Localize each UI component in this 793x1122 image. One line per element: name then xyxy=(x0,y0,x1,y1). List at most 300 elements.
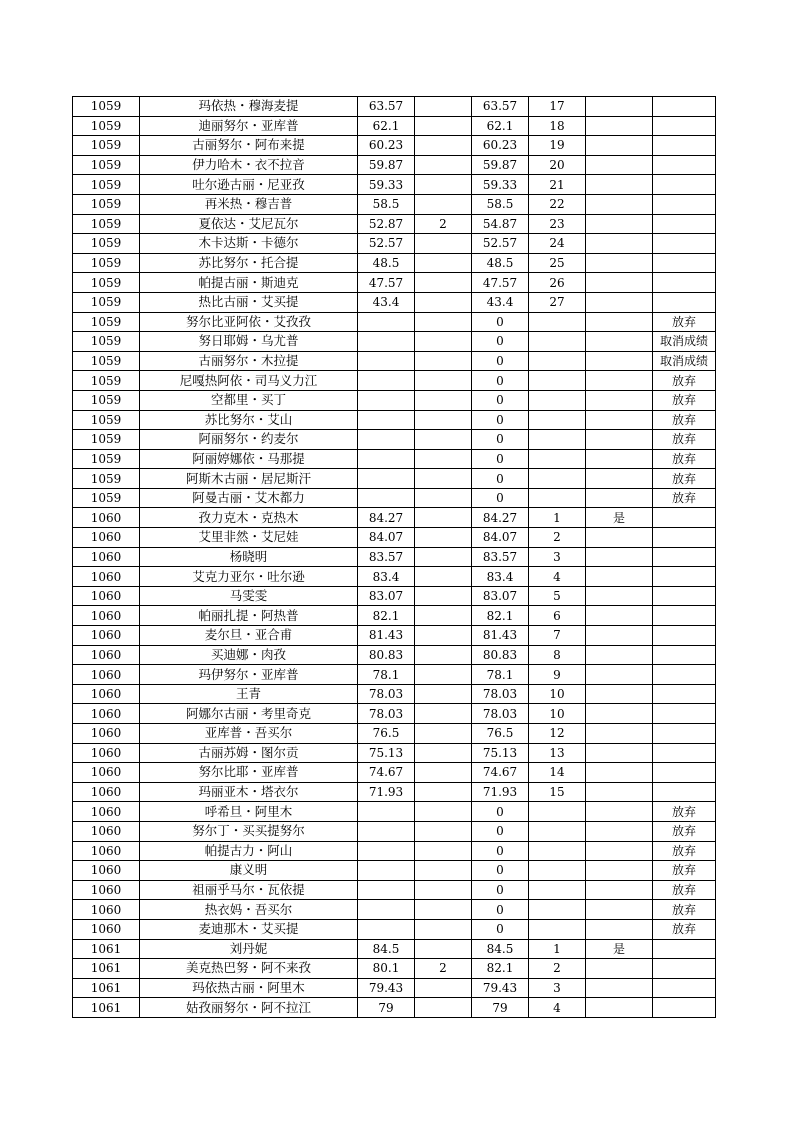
table-row xyxy=(73,136,716,156)
code-cell: 1060 xyxy=(73,821,140,841)
score-cell xyxy=(358,488,415,508)
score-cell xyxy=(358,449,415,469)
rank-cell xyxy=(529,332,586,352)
rank-cell xyxy=(529,449,586,469)
name-cell: 美克热巴努・阿不来孜 xyxy=(140,959,358,979)
note-cell: 取消成绩 xyxy=(653,332,716,352)
table-row xyxy=(73,978,716,998)
name-cell: 苏比努尔・艾山 xyxy=(140,410,358,430)
code-cell: 1060 xyxy=(73,508,140,528)
bonus-cell xyxy=(415,430,472,450)
code-cell: 1060 xyxy=(73,547,140,567)
table-row xyxy=(73,194,716,214)
bonus-cell xyxy=(415,371,472,391)
bonus-cell xyxy=(415,528,472,548)
total-cell: 0 xyxy=(472,900,529,920)
score-cell: 79 xyxy=(358,998,415,1018)
bonus-cell xyxy=(415,253,472,273)
rank-cell: 8 xyxy=(529,645,586,665)
total-cell: 0 xyxy=(472,351,529,371)
selected-cell xyxy=(586,371,653,391)
note-cell xyxy=(653,292,716,312)
name-cell: 迪丽努尔・亚库普 xyxy=(140,116,358,136)
bonus-cell xyxy=(415,390,472,410)
code-cell: 1059 xyxy=(73,430,140,450)
name-cell: 努尔比耶・亚库普 xyxy=(140,763,358,783)
score-cell xyxy=(358,821,415,841)
score-cell: 83.4 xyxy=(358,567,415,587)
table-row xyxy=(73,606,716,626)
note-cell: 放弃 xyxy=(653,861,716,881)
selected-cell xyxy=(586,390,653,410)
total-cell: 54.87 xyxy=(472,214,529,234)
code-cell: 1059 xyxy=(73,469,140,489)
note-cell xyxy=(653,155,716,175)
name-cell: 玛伊努尔・亚库普 xyxy=(140,665,358,685)
bonus-cell xyxy=(415,782,472,802)
bonus-cell xyxy=(415,155,472,175)
table-row xyxy=(73,430,716,450)
selected-cell xyxy=(586,547,653,567)
table-row xyxy=(73,155,716,175)
score-cell: 83.07 xyxy=(358,586,415,606)
score-cell xyxy=(358,880,415,900)
note-cell: 放弃 xyxy=(653,919,716,939)
bonus-cell xyxy=(415,351,472,371)
total-cell: 0 xyxy=(472,821,529,841)
note-cell xyxy=(653,253,716,273)
code-cell: 1059 xyxy=(73,273,140,293)
selected-cell xyxy=(586,136,653,156)
table-row xyxy=(73,97,716,117)
selected-cell xyxy=(586,273,653,293)
note-cell xyxy=(653,234,716,254)
selected-cell xyxy=(586,175,653,195)
code-cell: 1060 xyxy=(73,567,140,587)
name-cell: 呼希旦・阿里木 xyxy=(140,802,358,822)
total-cell: 58.5 xyxy=(472,194,529,214)
score-cell: 80.83 xyxy=(358,645,415,665)
total-cell: 0 xyxy=(472,430,529,450)
name-cell: 玛依热・穆海麦提 xyxy=(140,97,358,117)
total-cell: 71.93 xyxy=(472,782,529,802)
code-cell: 1059 xyxy=(73,175,140,195)
code-cell: 1060 xyxy=(73,606,140,626)
total-cell: 0 xyxy=(472,488,529,508)
note-cell: 放弃 xyxy=(653,371,716,391)
name-cell: 帕提古力・阿山 xyxy=(140,841,358,861)
name-cell: 阿丽努尔・约麦尔 xyxy=(140,430,358,450)
table-row xyxy=(73,234,716,254)
code-cell: 1060 xyxy=(73,704,140,724)
total-cell: 62.1 xyxy=(472,116,529,136)
total-cell: 59.33 xyxy=(472,175,529,195)
name-cell: 热比古丽・艾买提 xyxy=(140,292,358,312)
selected-cell xyxy=(586,292,653,312)
rank-cell xyxy=(529,312,586,332)
score-cell xyxy=(358,351,415,371)
table-row xyxy=(73,469,716,489)
table-row xyxy=(73,684,716,704)
total-cell: 84.27 xyxy=(472,508,529,528)
code-cell: 1059 xyxy=(73,253,140,273)
name-cell: 空都里・买丁 xyxy=(140,390,358,410)
selected-cell xyxy=(586,528,653,548)
note-cell xyxy=(653,626,716,646)
table-row xyxy=(73,900,716,920)
bonus-cell xyxy=(415,606,472,626)
rank-cell: 5 xyxy=(529,586,586,606)
total-cell: 52.57 xyxy=(472,234,529,254)
score-cell: 52.57 xyxy=(358,234,415,254)
note-cell xyxy=(653,959,716,979)
table-row xyxy=(73,841,716,861)
name-cell: 伊力哈木・衣不拉音 xyxy=(140,155,358,175)
code-cell: 1060 xyxy=(73,528,140,548)
selected-cell xyxy=(586,430,653,450)
code-cell: 1060 xyxy=(73,724,140,744)
rank-cell: 3 xyxy=(529,547,586,567)
rank-cell xyxy=(529,469,586,489)
bonus-cell xyxy=(415,763,472,783)
bonus-cell xyxy=(415,998,472,1018)
total-cell: 0 xyxy=(472,880,529,900)
bonus-cell xyxy=(415,919,472,939)
name-cell: 苏比努尔・托合提 xyxy=(140,253,358,273)
total-cell: 78.03 xyxy=(472,684,529,704)
code-cell: 1060 xyxy=(73,626,140,646)
rank-cell: 24 xyxy=(529,234,586,254)
code-cell: 1060 xyxy=(73,861,140,881)
note-cell xyxy=(653,528,716,548)
table-row xyxy=(73,214,716,234)
code-cell: 1060 xyxy=(73,802,140,822)
name-cell: 马雯雯 xyxy=(140,586,358,606)
name-cell: 玛依热古丽・阿里木 xyxy=(140,978,358,998)
note-cell: 放弃 xyxy=(653,390,716,410)
selected-cell xyxy=(586,684,653,704)
selected-cell xyxy=(586,410,653,430)
table-row xyxy=(73,371,716,391)
name-cell: 阿娜尔古丽・考里奇克 xyxy=(140,704,358,724)
total-cell: 47.57 xyxy=(472,273,529,293)
total-cell: 59.87 xyxy=(472,155,529,175)
selected-cell xyxy=(586,116,653,136)
rank-cell: 4 xyxy=(529,567,586,587)
selected-cell xyxy=(586,449,653,469)
name-cell: 古丽苏姆・图尔贡 xyxy=(140,743,358,763)
score-cell: 84.5 xyxy=(358,939,415,959)
note-cell: 放弃 xyxy=(653,802,716,822)
rank-cell: 15 xyxy=(529,782,586,802)
score-cell: 52.87 xyxy=(358,214,415,234)
table-row xyxy=(73,665,716,685)
total-cell: 76.5 xyxy=(472,724,529,744)
selected-cell xyxy=(586,821,653,841)
bonus-cell xyxy=(415,292,472,312)
name-cell: 康义明 xyxy=(140,861,358,881)
rank-cell: 23 xyxy=(529,214,586,234)
selected-cell xyxy=(586,763,653,783)
note-cell xyxy=(653,665,716,685)
rank-cell xyxy=(529,430,586,450)
selected-cell xyxy=(586,567,653,587)
bonus-cell xyxy=(415,116,472,136)
score-cell: 83.57 xyxy=(358,547,415,567)
code-cell: 1059 xyxy=(73,488,140,508)
name-cell: 古丽努尔・阿布来提 xyxy=(140,136,358,156)
score-cell: 78.03 xyxy=(358,684,415,704)
selected-cell: 是 xyxy=(586,939,653,959)
rank-cell: 12 xyxy=(529,724,586,744)
total-cell: 83.07 xyxy=(472,586,529,606)
name-cell: 吐尔逊古丽・尼亚孜 xyxy=(140,175,358,195)
table-row xyxy=(73,332,716,352)
note-cell xyxy=(653,606,716,626)
total-cell: 60.23 xyxy=(472,136,529,156)
table-row xyxy=(73,253,716,273)
score-cell xyxy=(358,371,415,391)
score-cell xyxy=(358,861,415,881)
rank-cell: 14 xyxy=(529,763,586,783)
total-cell: 0 xyxy=(472,861,529,881)
note-cell xyxy=(653,194,716,214)
total-cell: 80.83 xyxy=(472,645,529,665)
note-cell xyxy=(653,724,716,744)
score-cell: 80.1 xyxy=(358,959,415,979)
table-row xyxy=(73,626,716,646)
table-row xyxy=(73,821,716,841)
table-row xyxy=(73,586,716,606)
total-cell: 79.43 xyxy=(472,978,529,998)
name-cell: 孜力克木・克热木 xyxy=(140,508,358,528)
selected-cell xyxy=(586,724,653,744)
note-cell xyxy=(653,743,716,763)
name-cell: 古丽努尔・木拉提 xyxy=(140,351,358,371)
total-cell: 81.43 xyxy=(472,626,529,646)
bonus-cell xyxy=(415,332,472,352)
total-cell: 84.5 xyxy=(472,939,529,959)
rank-cell: 6 xyxy=(529,606,586,626)
total-cell: 74.67 xyxy=(472,763,529,783)
total-cell: 0 xyxy=(472,390,529,410)
table-row xyxy=(73,488,716,508)
rank-cell xyxy=(529,371,586,391)
score-cell: 62.1 xyxy=(358,116,415,136)
code-cell: 1059 xyxy=(73,116,140,136)
selected-cell xyxy=(586,469,653,489)
total-cell: 0 xyxy=(472,802,529,822)
score-cell xyxy=(358,469,415,489)
note-cell: 放弃 xyxy=(653,449,716,469)
score-cell: 63.57 xyxy=(358,97,415,117)
rank-cell: 4 xyxy=(529,998,586,1018)
code-cell: 1059 xyxy=(73,351,140,371)
total-cell: 0 xyxy=(472,371,529,391)
table-row xyxy=(73,939,716,959)
name-cell: 木卡达斯・卡德尔 xyxy=(140,234,358,254)
table-row xyxy=(73,175,716,195)
selected-cell xyxy=(586,919,653,939)
note-cell: 放弃 xyxy=(653,900,716,920)
bonus-cell xyxy=(415,586,472,606)
bonus-cell xyxy=(415,821,472,841)
total-cell: 0 xyxy=(472,919,529,939)
note-cell xyxy=(653,998,716,1018)
bonus-cell xyxy=(415,665,472,685)
name-cell: 艾克力亚尔・吐尔逊 xyxy=(140,567,358,587)
table-row xyxy=(73,880,716,900)
bonus-cell xyxy=(415,547,472,567)
results-table xyxy=(72,96,716,1018)
note-cell: 放弃 xyxy=(653,430,716,450)
total-cell: 0 xyxy=(472,410,529,430)
bonus-cell xyxy=(415,861,472,881)
table-row xyxy=(73,390,716,410)
rank-cell: 2 xyxy=(529,528,586,548)
table-row xyxy=(73,351,716,371)
selected-cell xyxy=(586,802,653,822)
total-cell: 0 xyxy=(472,449,529,469)
table-row xyxy=(73,763,716,783)
selected-cell xyxy=(586,155,653,175)
bonus-cell xyxy=(415,136,472,156)
bonus-cell xyxy=(415,567,472,587)
rank-cell xyxy=(529,919,586,939)
bonus-cell xyxy=(415,841,472,861)
rank-cell: 9 xyxy=(529,665,586,685)
name-cell: 亚库普・吾买尔 xyxy=(140,724,358,744)
score-cell: 78.1 xyxy=(358,665,415,685)
score-cell xyxy=(358,900,415,920)
score-cell: 58.5 xyxy=(358,194,415,214)
name-cell: 麦尔旦・亚合甫 xyxy=(140,626,358,646)
rank-cell: 7 xyxy=(529,626,586,646)
total-cell: 79 xyxy=(472,998,529,1018)
total-cell: 48.5 xyxy=(472,253,529,273)
score-cell: 48.5 xyxy=(358,253,415,273)
bonus-cell xyxy=(415,880,472,900)
name-cell: 阿曼古丽・艾木都力 xyxy=(140,488,358,508)
score-cell xyxy=(358,410,415,430)
bonus-cell xyxy=(415,97,472,117)
total-cell: 75.13 xyxy=(472,743,529,763)
selected-cell xyxy=(586,704,653,724)
rank-cell: 18 xyxy=(529,116,586,136)
selected-cell xyxy=(586,586,653,606)
bonus-cell xyxy=(415,939,472,959)
code-cell: 1059 xyxy=(73,410,140,430)
rank-cell: 19 xyxy=(529,136,586,156)
rank-cell: 25 xyxy=(529,253,586,273)
note-cell xyxy=(653,978,716,998)
code-cell: 1060 xyxy=(73,684,140,704)
total-cell: 0 xyxy=(472,332,529,352)
bonus-cell xyxy=(415,900,472,920)
table-row xyxy=(73,998,716,1018)
note-cell xyxy=(653,97,716,117)
rank-cell xyxy=(529,900,586,920)
bonus-cell xyxy=(415,449,472,469)
note-cell xyxy=(653,782,716,802)
selected-cell xyxy=(586,234,653,254)
code-cell: 1060 xyxy=(73,919,140,939)
table-row xyxy=(73,704,716,724)
note-cell xyxy=(653,508,716,528)
score-cell: 81.43 xyxy=(358,626,415,646)
bonus-cell xyxy=(415,273,472,293)
rank-cell xyxy=(529,841,586,861)
rank-cell: 21 xyxy=(529,175,586,195)
name-cell: 尼嘎热阿依・司马义力江 xyxy=(140,371,358,391)
score-cell: 84.27 xyxy=(358,508,415,528)
bonus-cell xyxy=(415,488,472,508)
table-row xyxy=(73,724,716,744)
rank-cell xyxy=(529,351,586,371)
score-cell: 59.33 xyxy=(358,175,415,195)
table-row xyxy=(73,743,716,763)
name-cell: 帕提古丽・斯迪克 xyxy=(140,273,358,293)
score-cell xyxy=(358,390,415,410)
code-cell: 1060 xyxy=(73,782,140,802)
selected-cell xyxy=(586,998,653,1018)
bonus-cell xyxy=(415,626,472,646)
name-cell: 买迪娜・肉孜 xyxy=(140,645,358,665)
table-row xyxy=(73,528,716,548)
selected-cell xyxy=(586,645,653,665)
score-cell: 71.93 xyxy=(358,782,415,802)
score-cell: 76.5 xyxy=(358,724,415,744)
note-cell xyxy=(653,939,716,959)
table-row xyxy=(73,273,716,293)
table-row xyxy=(73,292,716,312)
bonus-cell xyxy=(415,194,472,214)
score-cell: 43.4 xyxy=(358,292,415,312)
name-cell: 夏依达・艾尼瓦尔 xyxy=(140,214,358,234)
bonus-cell xyxy=(415,724,472,744)
note-cell xyxy=(653,547,716,567)
note-cell: 放弃 xyxy=(653,841,716,861)
total-cell: 83.4 xyxy=(472,567,529,587)
table-row xyxy=(73,959,716,979)
rank-cell xyxy=(529,390,586,410)
code-cell: 1059 xyxy=(73,292,140,312)
score-cell: 60.23 xyxy=(358,136,415,156)
bonus-cell xyxy=(415,684,472,704)
rank-cell: 2 xyxy=(529,959,586,979)
bonus-cell xyxy=(415,978,472,998)
note-cell xyxy=(653,273,716,293)
bonus-cell: 2 xyxy=(415,959,472,979)
rank-cell: 10 xyxy=(529,704,586,724)
total-cell: 0 xyxy=(472,841,529,861)
rank-cell: 1 xyxy=(529,939,586,959)
note-cell xyxy=(653,214,716,234)
code-cell: 1060 xyxy=(73,586,140,606)
selected-cell: 是 xyxy=(586,508,653,528)
table-row xyxy=(73,919,716,939)
name-cell: 努尔丁・买买提努尔 xyxy=(140,821,358,841)
name-cell: 刘丹妮 xyxy=(140,939,358,959)
table-row xyxy=(73,410,716,430)
bonus-cell xyxy=(415,469,472,489)
name-cell: 麦迪那木・艾买提 xyxy=(140,919,358,939)
selected-cell xyxy=(586,978,653,998)
code-cell: 1059 xyxy=(73,194,140,214)
selected-cell xyxy=(586,626,653,646)
code-cell: 1060 xyxy=(73,900,140,920)
name-cell: 祖丽乎马尔・瓦依提 xyxy=(140,880,358,900)
